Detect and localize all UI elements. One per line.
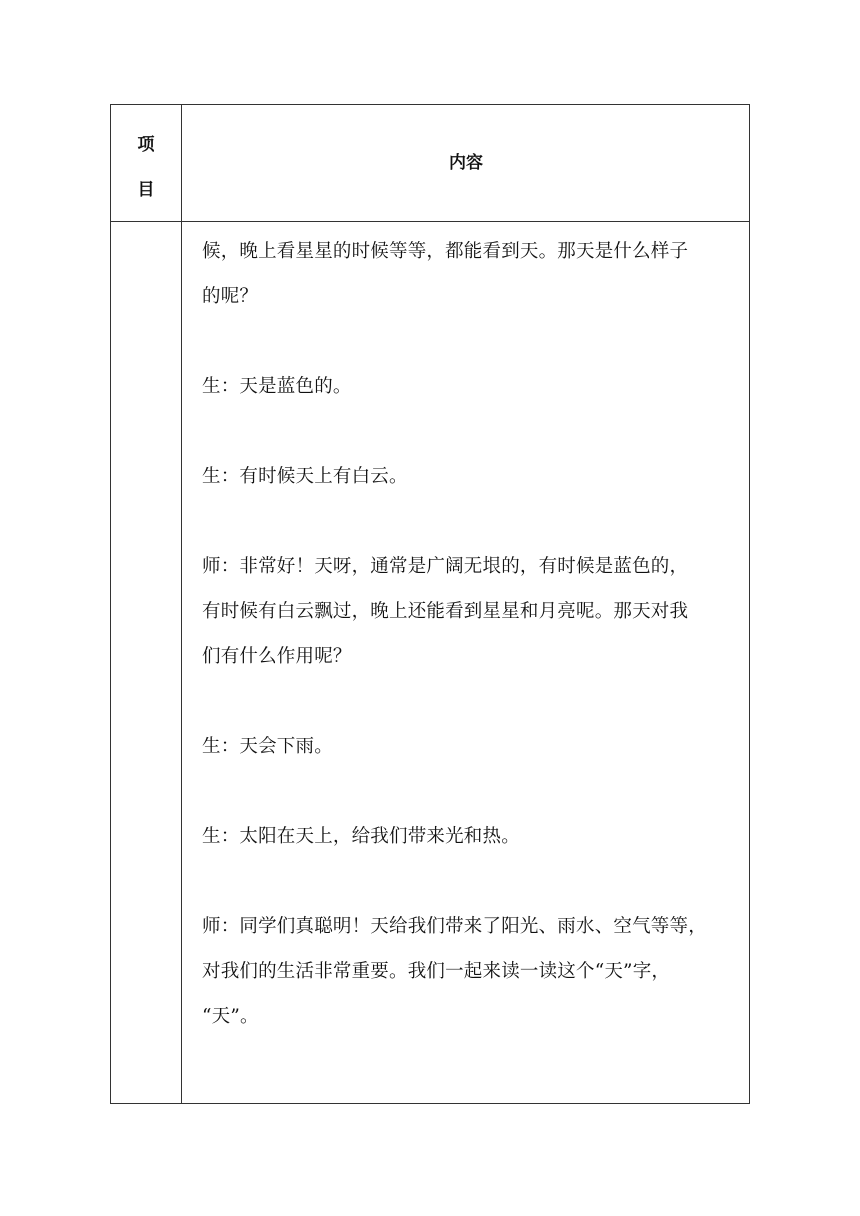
paragraph-student-answer-2 [202, 454, 737, 499]
text-line: 生：太阳在天上，给我们带来光和热。 [202, 826, 520, 847]
text-line: “天”。 [202, 1006, 259, 1027]
paragraph-student-answer-4 [202, 814, 737, 859]
header-item-char-1: 项 [137, 135, 155, 155]
paragraph-student-answer-1 [202, 364, 737, 409]
lesson-table [110, 104, 750, 1104]
paragraph-student-answer-3 [202, 724, 737, 769]
column-divider [181, 105, 182, 1103]
paragraph-teacher-response-2 [202, 904, 737, 1039]
header-item-cell [111, 105, 181, 221]
text-line: 的呢？ [202, 286, 259, 307]
header-row-divider [111, 221, 749, 222]
text-line: 师：同学们真聪明！天给我们带来了阳光、雨水、空气等等， [202, 916, 707, 937]
text-line: 生：天会下雨。 [202, 736, 333, 757]
header-content-cell: 内容 [449, 153, 483, 173]
text-line: 生：有时候天上有白云。 [202, 466, 408, 487]
paragraph-teacher-response-1 [202, 544, 737, 679]
text-line: 候，晚上看星星的时候等等，都能看到天。那天是什么样子 [202, 241, 689, 262]
header-item-char-2: 目 [137, 180, 155, 200]
content-body-cell [202, 229, 737, 1084]
text-line: 有时候有白云飘过，晚上还能看到星星和月亮呢。那天对我 [202, 601, 689, 622]
text-line: 对我们的生活非常重要。我们一起来读一读这个“天”字， [202, 961, 671, 982]
text-line: 师：非常好！天呀，通常是广阔无垠的，有时候是蓝色的， [202, 556, 689, 577]
text-line: 生：天是蓝色的。 [202, 376, 352, 397]
text-line: 们有什么作用呢？ [202, 646, 352, 667]
paragraph-intro-question [202, 229, 737, 319]
